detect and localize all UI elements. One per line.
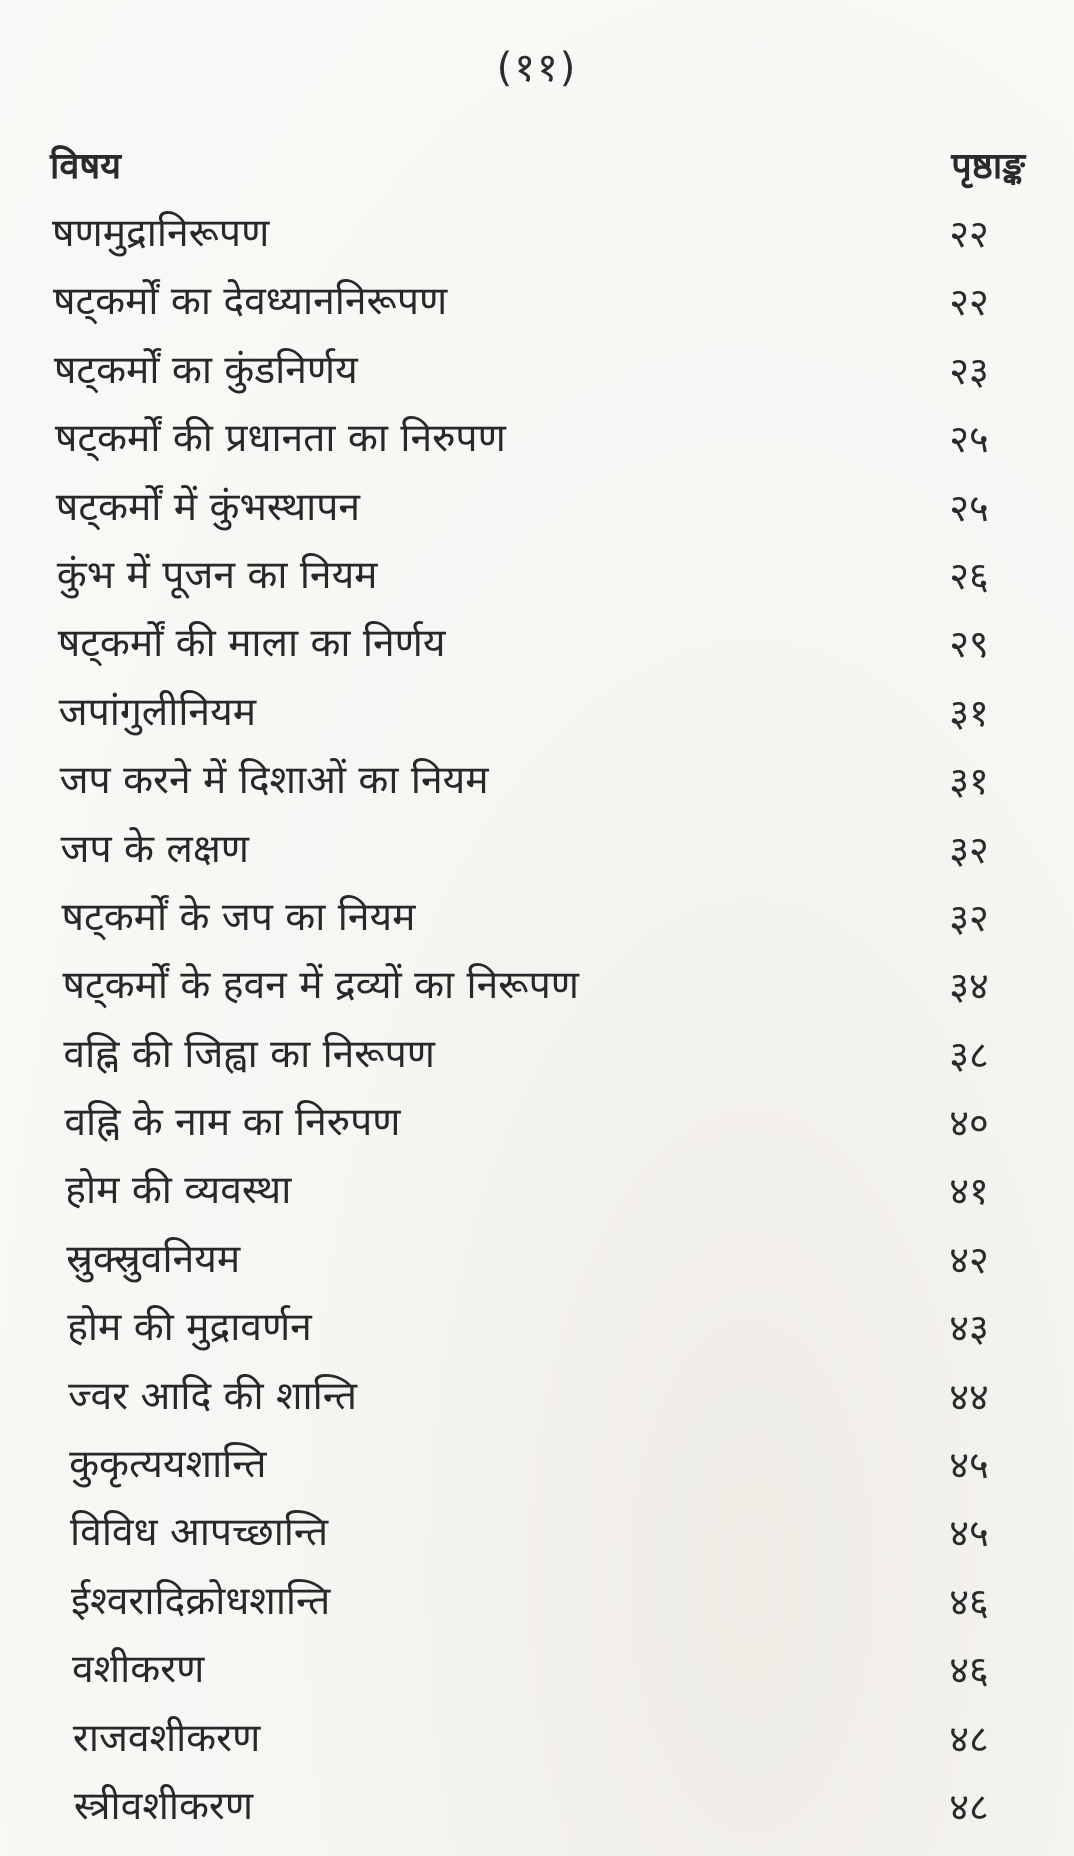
- toc-row: [0, 1363, 1074, 1431]
- toc-entry-page: ४५: [949, 1511, 989, 1556]
- table-of-contents: [0, 200, 1074, 1841]
- toc-entry-page: ३२: [949, 827, 989, 872]
- toc-entry-title: होम की व्यवस्था: [65, 1168, 292, 1214]
- toc-entry-title: जपांगुलीनियम: [58, 689, 257, 735]
- toc-entry-page: ३१: [949, 759, 989, 804]
- toc-row: [0, 1021, 1074, 1089]
- toc-entry-title: जप करने में दिशाओं का नियम: [59, 758, 489, 804]
- toc-row: [0, 610, 1074, 678]
- page-heading: पृष्ठाङ्क: [951, 146, 1025, 187]
- toc-entry-page: ४६: [949, 1579, 989, 1624]
- toc-row: [0, 679, 1074, 747]
- toc-entry-page: ४३: [949, 1306, 989, 1351]
- toc-row: [0, 405, 1074, 473]
- toc-row: [0, 1226, 1074, 1294]
- toc-entry-title: जप के लक्षण: [60, 826, 249, 872]
- toc-entry-title: षट्कर्मों के हवन में द्रव्यों का निरूपण: [62, 963, 579, 1009]
- toc-entry-title: विविध आपच्छान्ति: [70, 1510, 329, 1556]
- toc-entry-page: ४२: [949, 1237, 989, 1282]
- toc-entry-page: ४६: [949, 1648, 989, 1693]
- toc-entry-page: ४४: [949, 1374, 989, 1419]
- toc-entry-page: ४५: [949, 1443, 989, 1488]
- toc-entry-title: ईश्वरादिक्रोधशान्ति: [71, 1578, 331, 1624]
- toc-row: [0, 1089, 1074, 1157]
- toc-entry-page: २५: [949, 417, 989, 462]
- toc-entry-title: राजवशीकरण: [72, 1715, 261, 1761]
- toc-entry-title: षट्कर्मों की प्रधानता का निरुपण: [54, 416, 506, 462]
- toc-entry-title: वशीकरण: [71, 1647, 205, 1693]
- toc-row: [0, 542, 1074, 610]
- toc-entry-title: षट्कर्मों की माला का निर्णय: [57, 621, 446, 667]
- toc-entry-title: ज्वर आदि की शान्ति: [68, 1373, 357, 1419]
- toc-row: [0, 1568, 1074, 1636]
- toc-row: [0, 1773, 1074, 1841]
- toc-row: [0, 1294, 1074, 1362]
- toc-row: [0, 747, 1074, 815]
- toc-entry-title: षट्कर्मों का देवध्याननिरूपण: [52, 279, 448, 325]
- toc-row: [0, 1705, 1074, 1773]
- toc-entry-title: षट्कर्मों में कुंभस्थापन: [55, 484, 361, 530]
- toc-row: [0, 474, 1074, 542]
- toc-entry-page: ३२: [949, 895, 989, 940]
- toc-entry-title: स्त्रीवशीकरण: [73, 1783, 254, 1829]
- toc-entry-page: ३८: [949, 1032, 989, 1077]
- toc-entry-page: २६: [949, 553, 989, 598]
- toc-entry-title: षणमुद्रानिरूपण: [52, 211, 270, 256]
- subject-heading: विषय: [50, 146, 122, 187]
- toc-entry-title: षट्कर्मों का कुंडनिर्णय: [53, 347, 358, 393]
- toc-row: [0, 1431, 1074, 1499]
- toc-entry-page: ३१: [949, 690, 989, 735]
- toc-entry-page: २२: [949, 280, 989, 325]
- toc-entry-title: षट्कर्मों के जप का नियम: [61, 894, 416, 940]
- toc-entry-page: २९: [949, 622, 989, 667]
- toc-row: [0, 1636, 1074, 1704]
- toc-row: [0, 952, 1074, 1020]
- toc-entry-page: ३४: [949, 964, 989, 1009]
- toc-row: [0, 884, 1074, 952]
- toc-entry-page: २३: [949, 348, 989, 393]
- toc-row: [0, 1499, 1074, 1567]
- toc-row: [0, 1157, 1074, 1225]
- toc-entry-page: ४०: [949, 1101, 989, 1146]
- toc-entry-page: २५: [949, 485, 989, 530]
- toc-header: [50, 140, 1025, 200]
- toc-entry-title: कुंभ में पूजन का नियम: [56, 552, 378, 598]
- toc-entry-page: ४१: [949, 1169, 989, 1214]
- toc-entry-page: ४८: [949, 1716, 989, 1761]
- toc-row: [0, 268, 1074, 336]
- toc-entry-page: ४८: [949, 1784, 989, 1829]
- toc-entry-page: २२: [949, 212, 989, 256]
- toc-entry-title: वह्नि की जिह्वा का निरूपण: [63, 1031, 435, 1077]
- toc-row: [0, 337, 1074, 405]
- toc-row: [0, 816, 1074, 884]
- toc-entry-title: होम की मुद्रावर्णन: [67, 1305, 312, 1351]
- page-number: (११): [496, 45, 578, 91]
- toc-entry-title: वह्नि के नाम का निरुपण: [64, 1100, 401, 1146]
- toc-entry-title: स्रुक्स्रुवनियम: [66, 1236, 241, 1282]
- toc-row: [0, 200, 1074, 268]
- toc-entry-title: कुकृत्ययशान्ति: [69, 1442, 267, 1488]
